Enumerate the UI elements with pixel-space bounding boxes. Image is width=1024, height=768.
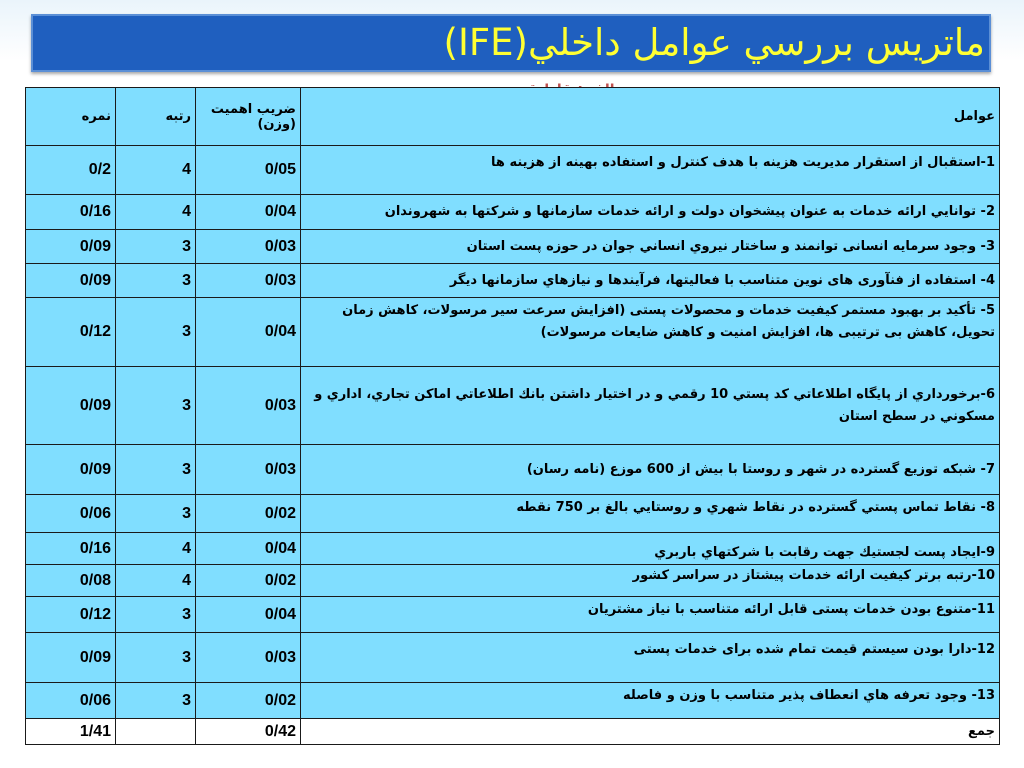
row-score: 0/09 xyxy=(26,367,116,445)
row-rank: 3 xyxy=(116,495,196,533)
row-score: 0/09 xyxy=(26,264,116,298)
row-rank: 3 xyxy=(116,445,196,495)
row-weight: 0/03 xyxy=(196,230,301,264)
total-weight: 0/42 xyxy=(196,719,301,745)
table-row xyxy=(26,683,1000,719)
table-row xyxy=(26,565,1000,597)
header-weight: ضريب اهميت (وزن) xyxy=(196,88,301,146)
row-rank: 3 xyxy=(116,298,196,367)
row-rank: 4 xyxy=(116,565,196,597)
header-score: نمره xyxy=(26,88,116,146)
row-score: 0/2 xyxy=(26,146,116,195)
row-factor: 13- وجود تعرفه هاي انعطاف پذير متناسب با وزن و فاصله xyxy=(301,683,1000,719)
slide-title: ماتريس بررسي عوامل داخلي(IFE) xyxy=(443,21,985,64)
table-row xyxy=(26,195,1000,230)
header-factors: عوامل xyxy=(301,88,1000,146)
row-weight: 0/04 xyxy=(196,597,301,633)
table-row xyxy=(26,146,1000,195)
table-row xyxy=(26,445,1000,495)
table-row xyxy=(26,298,1000,367)
row-score: 0/09 xyxy=(26,230,116,264)
total-label: جمع xyxy=(301,719,1000,745)
row-factor: 9-ايجاد پست لجستيك جهت رقابت با شركتهاي باربري xyxy=(301,533,1000,565)
row-factor: 2- توانايي ارائه خدمات به عنوان پيشخوان دولت و ارائه خدمات سازمانها و شركتها به شهروندان xyxy=(301,195,1000,230)
row-rank: 3 xyxy=(116,633,196,683)
row-rank: 3 xyxy=(116,264,196,298)
table-header-row xyxy=(26,88,1000,146)
row-score: 0/16 xyxy=(26,533,116,565)
row-weight: 0/02 xyxy=(196,495,301,533)
row-factor: 12-دارا بودن سيستم قيمت تمام شده برای خدمات پستی xyxy=(301,633,1000,683)
row-rank: 3 xyxy=(116,367,196,445)
row-rank: 4 xyxy=(116,146,196,195)
row-factor: 10-رتبه برتر كيفيت ارائه خدمات پيشتاز در سراسر كشور xyxy=(301,565,1000,597)
table-row xyxy=(26,533,1000,565)
row-weight: 0/04 xyxy=(196,195,301,230)
row-weight: 0/05 xyxy=(196,146,301,195)
row-weight: 0/03 xyxy=(196,633,301,683)
row-weight: 0/03 xyxy=(196,445,301,495)
row-weight: 0/02 xyxy=(196,683,301,719)
row-rank: 3 xyxy=(116,683,196,719)
total-rank xyxy=(116,719,196,745)
row-score: 0/06 xyxy=(26,683,116,719)
row-factor: 8- نقاط تماس پستي گسترده در نقاط شهري و روستايي بالغ بر 750 نقطه xyxy=(301,495,1000,533)
row-rank: 3 xyxy=(116,230,196,264)
row-score: 0/12 xyxy=(26,298,116,367)
header-rank: رتبه xyxy=(116,88,196,146)
row-score: 0/16 xyxy=(26,195,116,230)
table-row xyxy=(26,264,1000,298)
row-weight: 0/02 xyxy=(196,565,301,597)
title-bar xyxy=(31,14,991,72)
table-row xyxy=(26,495,1000,533)
row-rank: 3 xyxy=(116,597,196,633)
row-weight: 0/03 xyxy=(196,367,301,445)
row-weight: 0/03 xyxy=(196,264,301,298)
table-row xyxy=(26,367,1000,445)
row-factor: 1-استقبال از استقرار مديريت هزينه با هدف كنترل و استفاده بهينه از هزينه ها xyxy=(301,146,1000,195)
row-factor: 7- شبكه توزيع گسترده در شهر و روستا با بيش از 600 موزع (نامه رسان) xyxy=(301,445,1000,495)
row-factor: 6-برخورداري از پايگاه اطلاعاتي كد پستي 10 رقمي و در اختيار داشتن بانك اطلاعاتي اماكن تجاري، اداري و مسكوني در سطح استان xyxy=(301,367,1000,445)
row-score: 0/12 xyxy=(26,597,116,633)
table-row xyxy=(26,230,1000,264)
row-rank: 4 xyxy=(116,533,196,565)
row-score: 0/08 xyxy=(26,565,116,597)
row-rank: 4 xyxy=(116,195,196,230)
row-score: 0/09 xyxy=(26,633,116,683)
row-score: 0/06 xyxy=(26,495,116,533)
row-weight: 0/04 xyxy=(196,298,301,367)
row-factor: 11-متنوع بودن خدمات پستی قابل ارائه متناسب با نياز مشتريان xyxy=(301,597,1000,633)
row-factor: 5- تأكيد بر بهبود مستمر كيفيت خدمات و محصولات پستی (افزايش سرعت سير مرسولات، كاهش زمان تحويل، كاهش بی ترتيبی ها، افزايش امنيت و كاهش ضايعات مرسولات) xyxy=(301,298,1000,367)
table-row xyxy=(26,633,1000,683)
ife-matrix-table xyxy=(25,87,1000,745)
row-weight: 0/04 xyxy=(196,533,301,565)
table-total-row xyxy=(26,719,1000,745)
row-factor: 3- وجود سرمايه انسانی توانمند و ساختار نيروي انساني جوان در حوزه پست استان xyxy=(301,230,1000,264)
row-factor: 4- استفاده از فنآوری های نوين متناسب با فعاليتها، فرآيندها و نيازهاي سازمانها ديگر xyxy=(301,264,1000,298)
table-row xyxy=(26,597,1000,633)
row-score: 0/09 xyxy=(26,445,116,495)
total-score: 1/41 xyxy=(26,719,116,745)
